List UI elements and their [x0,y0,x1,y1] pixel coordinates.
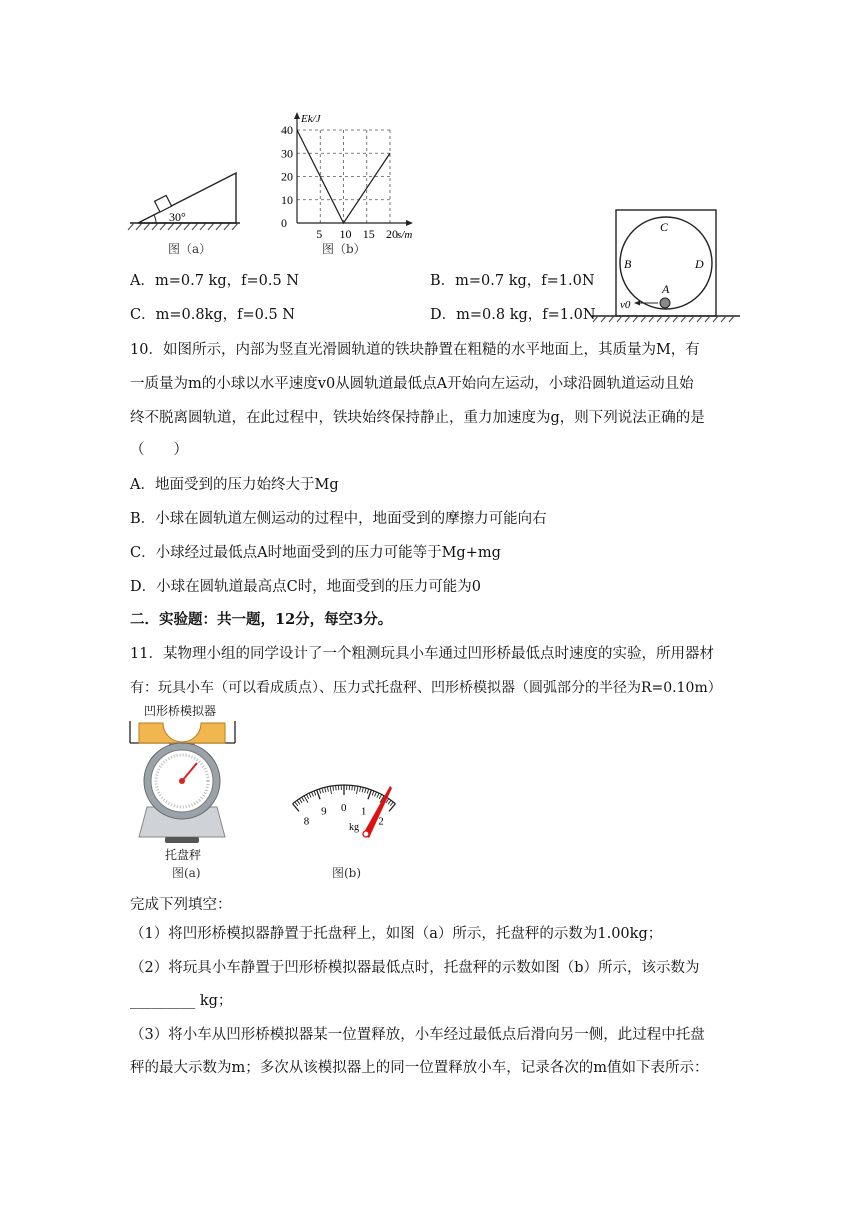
dial-tick [390,802,393,806]
label-b: B [624,257,632,271]
dial-tick [311,792,313,797]
dial-tick [352,785,353,790]
label-d: D [695,257,704,271]
dial-tick [322,788,323,793]
incline-figure [120,160,250,235]
dial-tick [327,787,328,792]
y-tick-label: 30 [281,146,293,161]
q10-option-d: D．小球在圆轨道最高点C时，地面受到的压力可能为0 [130,579,481,595]
dial-needle [360,786,392,838]
dial-tick [357,786,358,794]
circular-track-figure [590,205,745,325]
dial-tick [354,786,355,791]
fig-b-caption: 图（b） [322,242,366,256]
fill-intro: 完成下列填空： [130,897,232,913]
label-v0: v0 [620,299,631,311]
y-tick-label: 40 [281,123,293,137]
q10-line2: 一质量为m的小球以水平速度v0从圆轨道最低点A开始向左运动，小球沿圆轨道运动且始 [130,376,694,392]
ball [660,298,670,308]
dial-tick [367,789,369,794]
section-heading: 二．实验题：共一题，12分，每空3分。 [130,611,393,628]
q10-option-c: C．小球经过最低点A时地面受到的压力可能等于Mg+mg [130,545,501,561]
dial-label-1: 1 [360,805,367,818]
dial-tick [377,793,379,797]
step-2a: （2）将玩具小车静置于凹形桥模拟器最低点时，托盘秤的示数如图（b）所示，该示数为 [130,960,700,976]
dial-figure [262,760,427,850]
dial-tick [333,786,334,791]
step-3a: （3）将小车从凹形桥模拟器某一位置释放，小车经过最低点后滑向另一侧，此过程中托盘 [130,1027,705,1043]
dial-tick [368,790,371,799]
dial-tick [388,800,391,804]
step-3b: 秤的最大示数为m；多次从该模拟器上的同一位置释放小车，记录各次的m值如下表所示： [130,1060,709,1076]
q9-option-c: C．m=0.8kg，f=0.5 N [130,307,295,323]
dial-tick [360,787,361,792]
dial-tick [372,791,374,796]
x-tick-label: 15 [362,227,375,241]
dial-tick [317,790,320,799]
fig-a-caption-q11: 图(a) [172,866,201,880]
ek-s-chart [275,110,425,245]
dial-tick [306,794,308,798]
bridge-simulator-label: 凹形桥模拟器 [144,704,217,718]
x-tick-label: 20 [386,227,398,241]
dial-tick [293,804,299,812]
q10-option-b: B．小球在圆轨道左侧运动的过程中，地面受到的摩擦力可能向右 [130,511,547,527]
dial-tick [295,802,298,806]
q9-option-b: B．m=0.7 kg，f=1.0N [430,273,595,289]
dial-tick [297,800,300,804]
dial-tick [375,792,377,797]
step-1: （1）将凹形桥模拟器静置于托盘秤上，如图（a）所示，托盘秤的示数为1.00kg； [130,926,663,942]
dial-tick [309,793,311,797]
dial-tick [299,799,302,803]
dial-tick [330,786,331,794]
y-axis-label: Ek/J [301,113,321,125]
x-tick-label: 5 [316,227,323,241]
y-tick-label: 0 [281,216,287,230]
q10-line1: 10．如图所示，内部为竖直光滑圆轨道的铁块静置在粗糙的水平地面上，其质量为M，有 [130,342,700,358]
q11-line2: 有：玩具小车（可以看成质点）、压力式托盘秤、凹形桥模拟器（圆弧部分的半径为R=0.10m） [130,680,722,696]
fig-a-caption: 图（a） [168,242,212,256]
dial-label-0: 0 [341,802,347,814]
x-axis-label: s/m [397,229,413,241]
dial-unit: kg [349,822,359,833]
x-tick-label: 10 [339,227,352,241]
scale-figure [125,717,240,852]
dial-label-8: 8 [303,815,310,828]
label-a: A [662,282,670,296]
dial-tick [362,787,363,792]
dial-tick [314,791,316,796]
q10-blank: （ ） [130,442,188,458]
y-tick-label: 10 [281,192,293,207]
y-tick-label: 20 [281,169,293,184]
q10-line3: 终不脱离圆轨道，在此过程中，铁块始终保持静止，重力加速度为g，则下列说法正确的是 [130,410,705,426]
step-2b: _________ kg； [130,993,233,1009]
dial-tick [325,787,326,792]
dial-tick [379,794,381,798]
dial-tick [336,785,337,790]
scale-label: 托盘秤 [165,848,202,862]
dial-tick [365,788,366,793]
q11-line1: 11．某物理小组的同学设计了一个粗测玩具小车通过凹形桥最低点时速度的实验，所用器材 [130,646,714,662]
dial-tick [319,789,321,794]
dial-tick [389,804,395,812]
dial-label-9: 9 [321,805,327,818]
q9-option-d: D．m=0.8 kg，f=1.0N [430,307,596,323]
x-arrow [406,220,413,226]
q10-option-a: A．地面受到的压力始终大于Mg [130,477,339,493]
y-arrow [294,112,300,119]
label-c: C [660,220,669,234]
dial-tick [302,797,305,801]
dial-label-2: 2 [378,815,384,828]
q9-option-a: A．m=0.7 kg，f=0.5 N [130,273,299,289]
angle-label: 30° [169,210,186,224]
fig-b-caption-q11: 图(b) [332,866,362,880]
